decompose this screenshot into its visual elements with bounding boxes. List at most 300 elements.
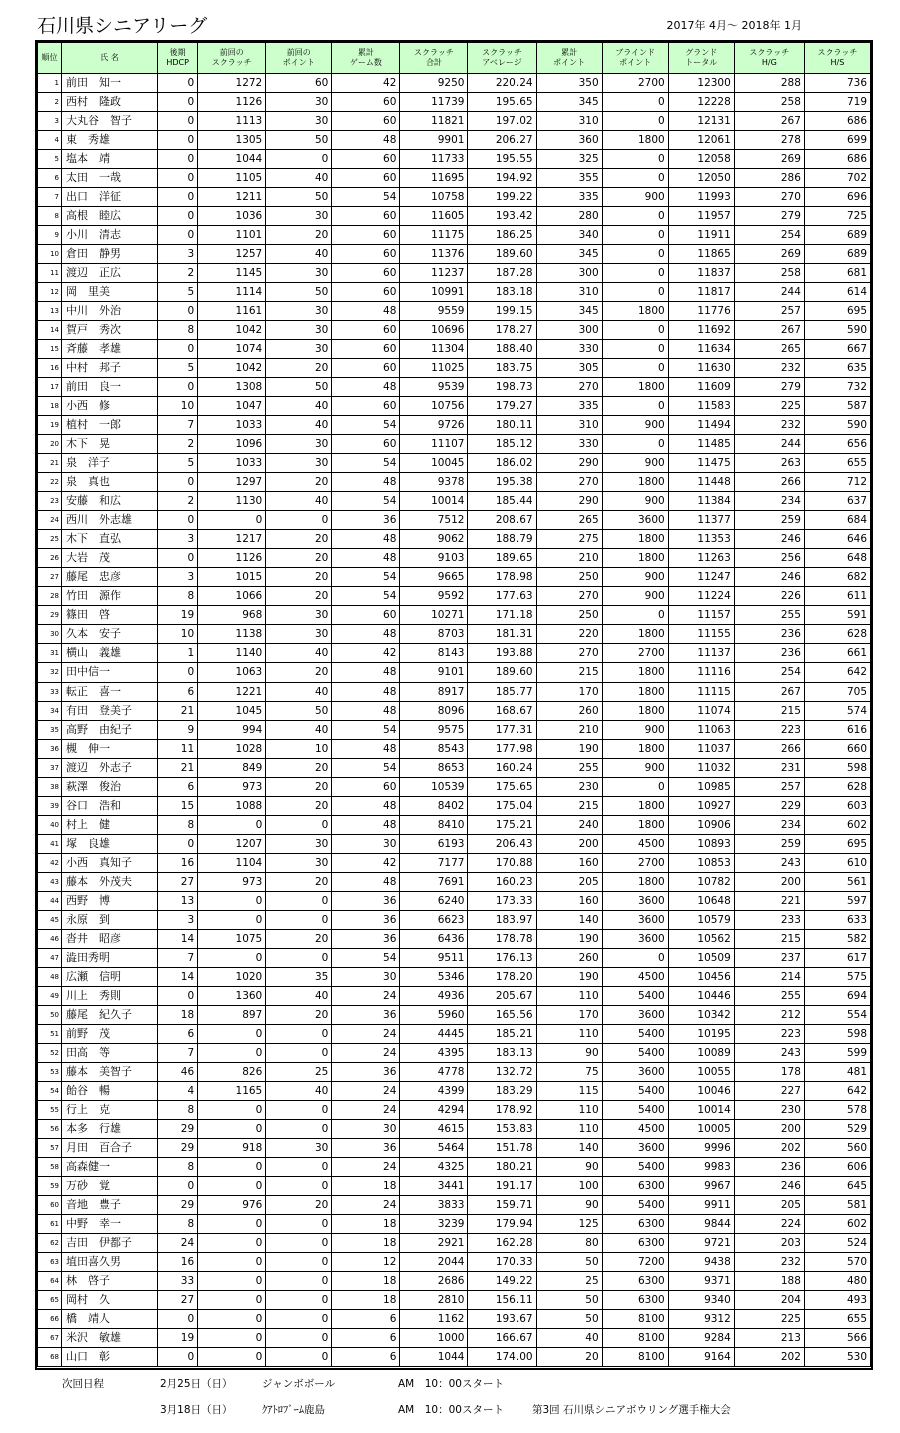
cell-total-games: 6 [332, 1310, 400, 1329]
cell-rank: 66 [38, 1310, 62, 1329]
cell-total-games: 60 [332, 112, 400, 131]
table-row [38, 948, 871, 967]
cell-scratch-hs: 602 [804, 1214, 870, 1233]
cell-scratch-average: 177.98 [468, 739, 536, 758]
cell-grand-total: 11583 [668, 397, 734, 416]
cell-prev-points: 0 [266, 1291, 332, 1310]
cell-total-games: 60 [332, 93, 400, 112]
cell-blind-points: 4500 [602, 967, 668, 986]
cell-name: 山口 彰 [62, 1348, 158, 1367]
cell-blind-points: 1800 [602, 549, 668, 568]
table-row [38, 891, 871, 910]
cell-grand-total: 10648 [668, 891, 734, 910]
cell-scratch-total: 9592 [400, 587, 468, 606]
cell-grand-total: 10906 [668, 815, 734, 834]
table-row [38, 1329, 871, 1348]
cell-scratch-total: 2044 [400, 1252, 468, 1271]
cell-hdcp: 8 [158, 1157, 198, 1176]
cell-scratch-hg: 225 [734, 1310, 804, 1329]
cell-scratch-total: 7512 [400, 511, 468, 530]
cell-rank: 3 [38, 112, 62, 131]
table-row [38, 169, 871, 188]
cell-total-points: 190 [536, 929, 602, 948]
cell-name: 岡 里美 [62, 283, 158, 302]
cell-prev-scratch: 1028 [198, 739, 266, 758]
cell-scratch-average: 156.11 [468, 1291, 536, 1310]
cell-prev-scratch: 1104 [198, 853, 266, 872]
cell-hdcp: 2 [158, 264, 198, 283]
cell-grand-total: 9371 [668, 1271, 734, 1290]
cell-prev-scratch: 1101 [198, 226, 266, 245]
cell-scratch-total: 10696 [400, 321, 468, 340]
cell-scratch-average: 165.56 [468, 1005, 536, 1024]
cell-scratch-hg: 223 [734, 720, 804, 739]
cell-name: 萩澤 俊治 [62, 777, 158, 796]
cell-blind-points: 5400 [602, 1024, 668, 1043]
cell-hdcp: 0 [158, 378, 198, 397]
cell-prev-points: 0 [266, 1348, 332, 1367]
cell-scratch-hs: 575 [804, 967, 870, 986]
cell-scratch-total: 4395 [400, 1043, 468, 1062]
cell-rank: 22 [38, 473, 62, 492]
cell-scratch-average: 185.12 [468, 435, 536, 454]
cell-prev-scratch: 0 [198, 1291, 266, 1310]
cell-scratch-total: 11304 [400, 340, 468, 359]
cell-grand-total: 9911 [668, 1195, 734, 1214]
cell-name: 泉 洋子 [62, 454, 158, 473]
cell-prev-scratch: 1088 [198, 796, 266, 815]
cell-hdcp: 3 [158, 910, 198, 929]
table-row [38, 207, 871, 226]
cell-total-games: 30 [332, 967, 400, 986]
cell-name: 斉藤 孝雄 [62, 340, 158, 359]
cell-scratch-average: 205.67 [468, 986, 536, 1005]
cell-blind-points: 5400 [602, 1081, 668, 1100]
cell-rank: 50 [38, 1005, 62, 1024]
cell-prev-points: 0 [266, 1176, 332, 1195]
cell-grand-total: 12061 [668, 131, 734, 150]
cell-prev-scratch: 1020 [198, 967, 266, 986]
cell-hdcp: 0 [158, 150, 198, 169]
cell-total-points: 50 [536, 1310, 602, 1329]
cell-name: 藤尾 忠彦 [62, 568, 158, 587]
cell-rank: 18 [38, 397, 62, 416]
event1-venue: ジャンボボール [262, 1378, 336, 1390]
cell-scratch-average: 162.28 [468, 1233, 536, 1252]
cell-total-games: 36 [332, 910, 400, 929]
cell-scratch-total: 8653 [400, 758, 468, 777]
cell-grand-total: 12131 [668, 112, 734, 131]
cell-scratch-hg: 223 [734, 1024, 804, 1043]
table-row [38, 1291, 871, 1310]
cell-scratch-hg: 229 [734, 796, 804, 815]
table-row [38, 549, 871, 568]
cell-prev-scratch: 1036 [198, 207, 266, 226]
cell-rank: 32 [38, 663, 62, 682]
cell-blind-points: 8100 [602, 1310, 668, 1329]
table-row [38, 226, 871, 245]
cell-total-games: 60 [332, 777, 400, 796]
cell-prev-scratch: 826 [198, 1062, 266, 1081]
header-prev-points: 前回の ポイント [266, 43, 332, 74]
cell-prev-points: 0 [266, 1271, 332, 1290]
cell-hdcp: 27 [158, 872, 198, 891]
cell-prev-scratch: 0 [198, 815, 266, 834]
cell-prev-scratch: 968 [198, 606, 266, 625]
cell-blind-points: 3600 [602, 929, 668, 948]
cell-scratch-total: 9539 [400, 378, 468, 397]
cell-rank: 63 [38, 1252, 62, 1271]
cell-blind-points: 0 [602, 948, 668, 967]
cell-total-games: 24 [332, 1024, 400, 1043]
cell-blind-points: 0 [602, 340, 668, 359]
cell-grand-total: 11494 [668, 416, 734, 435]
cell-prev-points: 30 [266, 454, 332, 473]
cell-hdcp: 0 [158, 1176, 198, 1195]
cell-total-games: 48 [332, 701, 400, 720]
cell-scratch-hs: 655 [804, 1310, 870, 1329]
cell-prev-points: 0 [266, 1043, 332, 1062]
header-rank: 順位 [38, 43, 62, 74]
cell-scratch-hg: 200 [734, 1119, 804, 1138]
cell-scratch-average: 185.77 [468, 682, 536, 701]
cell-scratch-total: 5960 [400, 1005, 468, 1024]
cell-rank: 52 [38, 1043, 62, 1062]
table-row [38, 283, 871, 302]
cell-prev-points: 25 [266, 1062, 332, 1081]
cell-prev-points: 10 [266, 739, 332, 758]
cell-scratch-total: 9901 [400, 131, 468, 150]
cell-rank: 14 [38, 321, 62, 340]
cell-blind-points: 0 [602, 112, 668, 131]
cell-prev-points: 40 [266, 986, 332, 1005]
cell-prev-points: 0 [266, 948, 332, 967]
cell-name: 東 秀雄 [62, 131, 158, 150]
cell-name: 前田 良一 [62, 378, 158, 397]
event2-venue: ｸｱﾄﾛﾌﾞｰﾑ鹿島 [262, 1404, 325, 1416]
cell-blind-points: 5400 [602, 986, 668, 1005]
cell-prev-points: 30 [266, 340, 332, 359]
cell-blind-points: 1800 [602, 815, 668, 834]
cell-scratch-hg: 286 [734, 169, 804, 188]
cell-hdcp: 3 [158, 530, 198, 549]
table-row [38, 435, 871, 454]
cell-rank: 26 [38, 549, 62, 568]
cell-hdcp: 5 [158, 359, 198, 378]
cell-scratch-average: 180.11 [468, 416, 536, 435]
cell-scratch-hg: 188 [734, 1271, 804, 1290]
cell-total-points: 345 [536, 302, 602, 321]
cell-blind-points: 5400 [602, 1195, 668, 1214]
cell-scratch-hs: 606 [804, 1157, 870, 1176]
cell-total-points: 170 [536, 1005, 602, 1024]
cell-scratch-hg: 224 [734, 1214, 804, 1233]
cell-prev-points: 30 [266, 302, 332, 321]
cell-scratch-hg: 236 [734, 644, 804, 663]
cell-scratch-hs: 712 [804, 473, 870, 492]
cell-total-games: 24 [332, 986, 400, 1005]
cell-grand-total: 11377 [668, 511, 734, 530]
cell-prev-points: 0 [266, 1024, 332, 1043]
cell-total-points: 330 [536, 340, 602, 359]
cell-total-points: 330 [536, 435, 602, 454]
cell-hdcp: 0 [158, 986, 198, 1005]
cell-prev-points: 40 [266, 397, 332, 416]
cell-name: 太田 一哉 [62, 169, 158, 188]
cell-scratch-average: 187.28 [468, 264, 536, 283]
cell-total-points: 250 [536, 568, 602, 587]
table-row [38, 929, 871, 948]
cell-total-points: 160 [536, 853, 602, 872]
cell-prev-points: 0 [266, 815, 332, 834]
cell-grand-total: 9312 [668, 1310, 734, 1329]
cell-scratch-hg: 226 [734, 587, 804, 606]
table-row [38, 663, 871, 682]
cell-grand-total: 10985 [668, 777, 734, 796]
table-row [38, 150, 871, 169]
cell-scratch-hg: 267 [734, 682, 804, 701]
cell-scratch-hs: 699 [804, 131, 870, 150]
cell-grand-total: 11157 [668, 606, 734, 625]
cell-scratch-total: 1000 [400, 1329, 468, 1348]
cell-scratch-hs: 628 [804, 625, 870, 644]
cell-scratch-hg: 234 [734, 492, 804, 511]
cell-scratch-total: 5464 [400, 1138, 468, 1157]
cell-name: 竹田 源作 [62, 587, 158, 606]
header-blind-points: ブラインド ポイント [602, 43, 668, 74]
cell-scratch-hg: 258 [734, 93, 804, 112]
event1-date: 2月25日（日） [160, 1378, 233, 1390]
cell-total-points: 310 [536, 112, 602, 131]
cell-scratch-hg: 214 [734, 967, 804, 986]
table-row [38, 967, 871, 986]
cell-scratch-total: 11821 [400, 112, 468, 131]
cell-scratch-hg: 246 [734, 530, 804, 549]
cell-blind-points: 0 [602, 283, 668, 302]
cell-prev-scratch: 1114 [198, 283, 266, 302]
cell-grand-total: 11630 [668, 359, 734, 378]
cell-rank: 58 [38, 1157, 62, 1176]
cell-total-games: 48 [332, 131, 400, 150]
table-row [38, 796, 871, 815]
cell-prev-points: 40 [266, 416, 332, 435]
cell-scratch-total: 11175 [400, 226, 468, 245]
cell-scratch-average: 188.79 [468, 530, 536, 549]
cell-scratch-hg: 257 [734, 777, 804, 796]
cell-scratch-total: 8410 [400, 815, 468, 834]
cell-rank: 61 [38, 1214, 62, 1233]
cell-scratch-hs: 637 [804, 492, 870, 511]
cell-scratch-average: 183.18 [468, 283, 536, 302]
cell-rank: 57 [38, 1138, 62, 1157]
cell-hdcp: 19 [158, 606, 198, 625]
cell-scratch-hs: 702 [804, 169, 870, 188]
cell-scratch-average: 178.27 [468, 321, 536, 340]
cell-hdcp: 6 [158, 1024, 198, 1043]
cell-total-points: 210 [536, 720, 602, 739]
cell-total-points: 75 [536, 1062, 602, 1081]
cell-rank: 37 [38, 758, 62, 777]
cell-prev-points: 0 [266, 511, 332, 530]
next-schedule-label: 次回日程 [62, 1378, 104, 1390]
cell-total-points: 275 [536, 530, 602, 549]
cell-prev-points: 30 [266, 112, 332, 131]
cell-scratch-hg: 233 [734, 910, 804, 929]
table-row [38, 112, 871, 131]
cell-hdcp: 29 [158, 1119, 198, 1138]
cell-prev-scratch: 1015 [198, 568, 266, 587]
cell-scratch-average: 174.00 [468, 1348, 536, 1367]
cell-prev-points: 0 [266, 1310, 332, 1329]
cell-prev-scratch: 0 [198, 1310, 266, 1329]
cell-blind-points: 900 [602, 416, 668, 435]
cell-name: 万砂 覚 [62, 1176, 158, 1195]
cell-total-games: 48 [332, 796, 400, 815]
cell-name: 転正 喜一 [62, 682, 158, 701]
cell-prev-points: 50 [266, 378, 332, 397]
cell-hdcp: 6 [158, 777, 198, 796]
cell-prev-points: 30 [266, 321, 332, 340]
cell-total-points: 100 [536, 1176, 602, 1195]
cell-grand-total: 11247 [668, 568, 734, 587]
cell-grand-total: 11448 [668, 473, 734, 492]
header-prev-scratch: 前回の スクラッチ [198, 43, 266, 74]
cell-hdcp: 19 [158, 1329, 198, 1348]
cell-total-points: 265 [536, 511, 602, 530]
cell-name: 高野 由紀子 [62, 720, 158, 739]
table-row [38, 1119, 871, 1138]
cell-scratch-average: 178.98 [468, 568, 536, 587]
cell-name: 中野 幸一 [62, 1214, 158, 1233]
cell-grand-total: 9164 [668, 1348, 734, 1367]
cell-prev-points: 50 [266, 701, 332, 720]
cell-scratch-hs: 578 [804, 1100, 870, 1119]
cell-prev-points: 50 [266, 188, 332, 207]
cell-scratch-average: 208.67 [468, 511, 536, 530]
cell-name: 篠田 啓 [62, 606, 158, 625]
cell-blind-points: 1800 [602, 378, 668, 397]
cell-prev-points: 20 [266, 226, 332, 245]
cell-rank: 17 [38, 378, 62, 397]
cell-scratch-hs: 481 [804, 1062, 870, 1081]
cell-scratch-total: 11237 [400, 264, 468, 283]
cell-rank: 62 [38, 1233, 62, 1252]
cell-scratch-hs: 570 [804, 1252, 870, 1271]
table-row [38, 492, 871, 511]
cell-scratch-total: 4325 [400, 1157, 468, 1176]
cell-blind-points: 0 [602, 359, 668, 378]
cell-rank: 1 [38, 74, 62, 93]
cell-scratch-total: 9101 [400, 663, 468, 682]
cell-rank: 31 [38, 644, 62, 663]
cell-blind-points: 6300 [602, 1176, 668, 1195]
cell-scratch-hg: 257 [734, 302, 804, 321]
cell-prev-scratch: 1360 [198, 986, 266, 1005]
cell-total-games: 54 [332, 454, 400, 473]
cell-name: 行上 克 [62, 1100, 158, 1119]
cell-name: 埴田喜久男 [62, 1252, 158, 1271]
cell-grand-total: 9983 [668, 1157, 734, 1176]
cell-total-games: 48 [332, 739, 400, 758]
cell-prev-points: 30 [266, 1138, 332, 1157]
cell-total-games: 60 [332, 606, 400, 625]
cell-grand-total: 11074 [668, 701, 734, 720]
cell-prev-scratch: 1066 [198, 587, 266, 606]
cell-scratch-average: 132.72 [468, 1062, 536, 1081]
cell-total-points: 190 [536, 739, 602, 758]
cell-scratch-average: 175.21 [468, 815, 536, 834]
cell-scratch-hg: 230 [734, 1100, 804, 1119]
cell-hdcp: 1 [158, 644, 198, 663]
cell-scratch-average: 171.18 [468, 606, 536, 625]
cell-blind-points: 900 [602, 758, 668, 777]
cell-blind-points: 7200 [602, 1252, 668, 1271]
cell-prev-points: 0 [266, 1157, 332, 1176]
cell-scratch-average: 151.78 [468, 1138, 536, 1157]
cell-name: 槻 伸一 [62, 739, 158, 758]
cell-grand-total: 11353 [668, 530, 734, 549]
cell-total-points: 325 [536, 150, 602, 169]
cell-scratch-hg: 267 [734, 321, 804, 340]
table-row [38, 1157, 871, 1176]
cell-total-games: 54 [332, 948, 400, 967]
cell-scratch-average: 177.63 [468, 587, 536, 606]
cell-total-points: 125 [536, 1214, 602, 1233]
cell-prev-scratch: 1042 [198, 321, 266, 340]
cell-name: 泉 真也 [62, 473, 158, 492]
cell-blind-points: 6300 [602, 1271, 668, 1290]
cell-total-games: 48 [332, 302, 400, 321]
cell-hdcp: 0 [158, 549, 198, 568]
cell-grand-total: 11911 [668, 226, 734, 245]
cell-rank: 33 [38, 682, 62, 701]
cell-scratch-hg: 202 [734, 1138, 804, 1157]
cell-total-games: 60 [332, 340, 400, 359]
cell-scratch-hg: 205 [734, 1195, 804, 1214]
cell-grand-total: 9844 [668, 1214, 734, 1233]
cell-scratch-hs: 682 [804, 568, 870, 587]
cell-blind-points: 0 [602, 397, 668, 416]
cell-total-games: 54 [332, 416, 400, 435]
cell-hdcp: 10 [158, 625, 198, 644]
cell-scratch-hs: 642 [804, 1081, 870, 1100]
cell-prev-scratch: 1044 [198, 150, 266, 169]
cell-total-points: 290 [536, 454, 602, 473]
cell-total-points: 345 [536, 245, 602, 264]
cell-total-games: 60 [332, 226, 400, 245]
cell-prev-scratch: 1045 [198, 701, 266, 720]
cell-prev-scratch: 0 [198, 1176, 266, 1195]
cell-scratch-average: 197.02 [468, 112, 536, 131]
cell-hdcp: 3 [158, 245, 198, 264]
cell-prev-points: 20 [266, 359, 332, 378]
table-row [38, 302, 871, 321]
cell-scratch-hs: 635 [804, 359, 870, 378]
cell-prev-points: 0 [266, 1233, 332, 1252]
cell-blind-points: 900 [602, 188, 668, 207]
cell-blind-points: 4500 [602, 834, 668, 853]
cell-blind-points: 1800 [602, 739, 668, 758]
cell-total-points: 220 [536, 625, 602, 644]
cell-name: 木下 直弘 [62, 530, 158, 549]
cell-scratch-average: 220.24 [468, 74, 536, 93]
table-row [38, 625, 871, 644]
cell-total-games: 30 [332, 834, 400, 853]
cell-scratch-hs: 566 [804, 1329, 870, 1348]
cell-scratch-hs: 689 [804, 226, 870, 245]
cell-name: 出口 洋征 [62, 188, 158, 207]
cell-scratch-total: 8703 [400, 625, 468, 644]
